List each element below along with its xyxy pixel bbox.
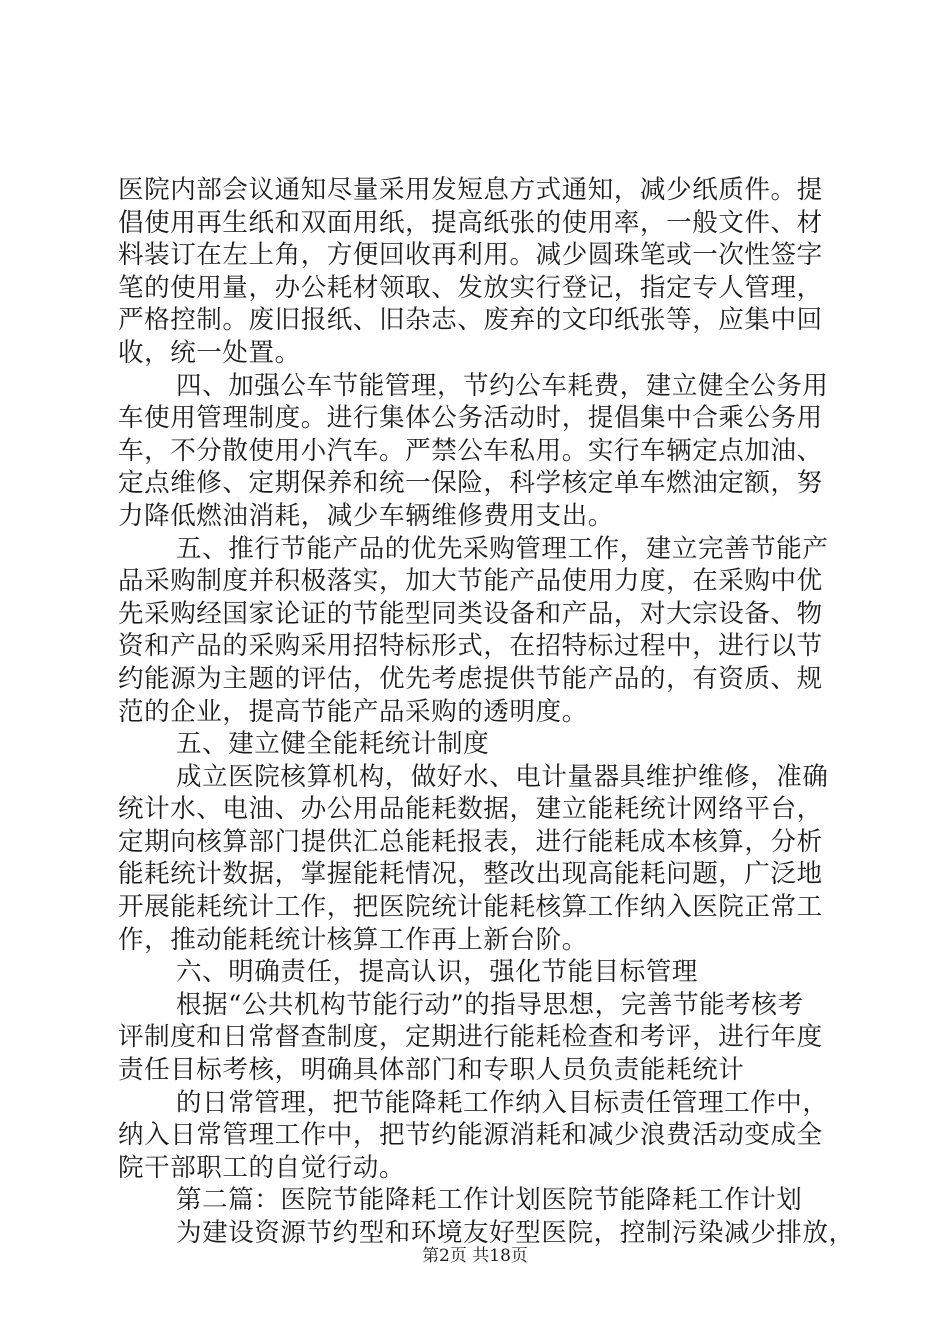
text-line: 统计水、电油、办公用品能耗数据，建立能耗统计网络平台，: [118, 794, 823, 825]
text-line: 资和产品的采购采用招特标形式，在招特标过程中，进行以节: [118, 631, 823, 662]
text-line: 料装订在左上角，方便回收再利用。减少圆珠笔或一次性签字: [118, 240, 823, 271]
text-line: 五、建立健全能耗统计制度: [176, 729, 490, 760]
text-line: 评制度和日常督查制度，定期进行能耗检查和考评，进行年度: [118, 1022, 823, 1053]
text-line: 纳入日常管理工作中，把节约能源消耗和减少浪费活动变成全: [118, 1120, 823, 1151]
text-line: 为建设资源节约型和环境友好型医院，控制污染减少排放，: [176, 1218, 855, 1248]
text-line: 院干部职工的自觉行动。: [118, 1152, 406, 1183]
text-line: 品采购制度并积极落实，加大节能产品使用力度，在采购中优: [118, 566, 823, 597]
text-line: 四、加强公车节能管理，节约公车耗费，建立健全公务用: [176, 370, 829, 401]
page-number-footer: 第2页 共18页: [422, 1246, 528, 1266]
text-line: 六、明确责任，提高认识，强化节能目标管理: [176, 957, 699, 988]
text-line: 医院内部会议通知尽量采用发短息方式通知，减少纸质件。提: [118, 175, 823, 205]
text-line: 车使用管理制度。进行集体公务活动时，提倡集中合乘公务用: [118, 403, 823, 434]
text-line: 收，统一处置。: [118, 337, 301, 368]
text-line: 严格控制。废旧报纸、旧杂志、废弃的文印纸张等，应集中回: [118, 305, 823, 336]
text-line: 定点维修、定期保养和统一保险，科学核定单车燃油定额，努: [118, 468, 823, 499]
text-line: 开展能耗统计工作，把医院统计能耗核算工作纳入医院正常工: [118, 892, 823, 923]
text-line: 约能源为主题的评估，优先考虑提供节能产品的，有资质、规: [118, 663, 823, 694]
text-line: 范的企业，提高节能产品采购的透明度。: [118, 696, 588, 727]
text-line: 的日常管理，把节能降耗工作纳入目标责任管理工作中，: [176, 1087, 829, 1118]
text-line: 责任目标考核，明确具体部门和专职人员负责能耗统计: [118, 1055, 745, 1086]
text-line: 力降低燃油消耗，减少车辆维修费用支出。: [118, 500, 614, 531]
text-line: 定期向核算部门提供汇总能耗报表，进行能耗成本核算，分析: [118, 826, 823, 857]
text-line: 车，不分散使用小汽车。严禁公车私用。实行车辆定点加油、: [118, 435, 823, 466]
text-line: 先采购经国家论证的节能型同类设备和产品，对大宗设备、物: [118, 598, 823, 629]
text-line: 作，推动能耗统计核算工作再上新台阶。: [118, 924, 588, 955]
text-line: 成立医院核算机构，做好水、电计量器具维护维修，准确: [176, 761, 829, 792]
text-line: 能耗统计数据，掌握能耗情况，整改出现高能耗问题，广泛地: [118, 859, 823, 890]
text-line: 倡使用再生纸和双面用纸，提高纸张的使用率，一般文件、材: [118, 207, 823, 238]
text-line: 根据“公共机构节能行动”的指导思想，完善节能考核考: [176, 989, 804, 1020]
text-line: 笔的使用量，办公耗材领取、发放实行登记，指定专人管理，: [118, 272, 823, 303]
document-body: [118, 174, 855, 1250]
text-line: 五、推行节能产品的优先采购管理工作，建立完善节能产: [176, 533, 829, 564]
text-line: 第二篇：医院节能降耗工作计划医院节能降耗工作计划: [176, 1185, 803, 1216]
